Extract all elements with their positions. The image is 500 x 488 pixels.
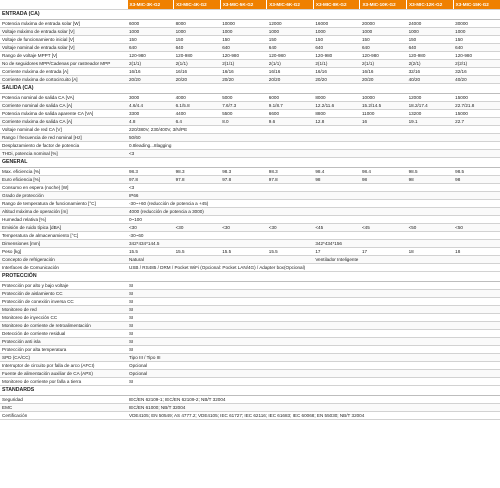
spec-row (0, 28, 500, 36)
spec-value: 1000 (267, 28, 314, 36)
spec-value: 98.3 (127, 168, 174, 176)
spec-row (0, 134, 500, 142)
spec-value: 1000 (453, 28, 500, 36)
spec-row (0, 338, 500, 346)
spec-value: 98 (360, 176, 407, 184)
spec-value: <45 (313, 224, 360, 232)
spec-value: 640 (267, 44, 314, 52)
model-header: X3-MIC-3K-G2 (127, 0, 174, 10)
spec-value: 120-980 (453, 52, 500, 60)
spec-value: 150 (407, 36, 454, 44)
spec-value: 2(1/1) (174, 60, 221, 68)
spec-row (0, 370, 500, 378)
spec-value-span: IP66 (127, 192, 500, 200)
spec-value-group: Natural (127, 256, 313, 264)
spec-row (0, 322, 500, 330)
spec-value: 150 (360, 36, 407, 44)
spec-value: 120-980 (127, 52, 174, 60)
spec-label: Potencia máxima de entrada solar [W] (0, 20, 127, 28)
spec-row (0, 290, 500, 298)
spec-value: 6.1/5.8 (174, 102, 221, 110)
spec-value: 20/20 (174, 76, 221, 84)
spec-label: THDi, potencia nominal [%] (0, 150, 127, 158)
spec-label: SPD (CA/CC) (0, 354, 127, 362)
spec-row (0, 314, 500, 322)
spec-value: 16000 (313, 20, 360, 28)
spec-row (0, 208, 500, 216)
spec-row (0, 60, 500, 68)
spec-row (0, 256, 500, 264)
spec-value: 2(2/1) (407, 60, 454, 68)
spec-value: 120-980 (174, 52, 221, 60)
spec-value: 16/16 (174, 68, 221, 76)
spec-value: 3000 (127, 94, 174, 102)
spec-value: 40/20 (453, 76, 500, 84)
spec-value: 20/20 (360, 76, 407, 84)
spec-value: 1000 (220, 28, 267, 36)
model-header-row (0, 0, 500, 10)
spec-label: Corriente máxima de cortocircuito [A] (0, 76, 127, 84)
spec-value: 32/16 (453, 68, 500, 76)
spec-label: Protección de conexión inversa CC (0, 298, 127, 306)
spec-label: Emisión de ruido típica [dBA] (0, 224, 127, 232)
spec-value: 16/16 (313, 68, 360, 76)
spec-value: <30 (174, 224, 221, 232)
spec-value: 1000 (407, 28, 454, 36)
spec-value: 15.5 (267, 248, 314, 256)
spec-value: <30 (220, 224, 267, 232)
spec-label: No de seguidores MPP/Cadenas por rastreador MPP (0, 60, 127, 68)
spec-row (0, 94, 500, 102)
spec-label: Protección por alta temperatura (0, 346, 127, 354)
spec-label: Dimensiones [mm] (0, 240, 127, 248)
spec-value-span: SI (127, 322, 500, 330)
section-row (0, 84, 500, 94)
spec-value: 640 (174, 44, 221, 52)
spec-row (0, 110, 500, 118)
spec-label: Protección anti isla (0, 338, 127, 346)
spec-value: 8.0 (220, 118, 267, 126)
spec-row (0, 224, 500, 232)
spec-label: Fuente de alimentación auxiliar de CA (APS) (0, 370, 127, 378)
spec-row (0, 264, 500, 272)
spec-value: 9.1/8.7 (267, 102, 314, 110)
spec-value: 12.8 (313, 118, 360, 126)
spec-label: Grado de protección (0, 192, 127, 200)
spec-value: <30 (127, 224, 174, 232)
spec-label: Corriente nominal de salida CA [A] (0, 102, 127, 110)
spec-value: 32/16 (407, 68, 454, 76)
spec-label: Detección de corriente residual (0, 330, 127, 338)
spec-row (0, 330, 500, 338)
spec-row (0, 354, 500, 362)
spec-value: 1000 (313, 28, 360, 36)
spec-row (0, 142, 500, 150)
spec-label: Voltaje nominal de red CA [V] (0, 126, 127, 134)
model-header: X3-MIC-6K-G2 (267, 0, 314, 10)
spec-row (0, 282, 500, 290)
spec-value: 6000 (267, 94, 314, 102)
spec-value: 16/16 (360, 68, 407, 76)
spec-value: 7.6/7.3 (220, 102, 267, 110)
spec-label: Temperatura de almacenamiento [°C] (0, 232, 127, 240)
spec-label: Rango de temperatura de funcionamiento [°C] (0, 200, 127, 208)
spec-value: 16/16 (267, 68, 314, 76)
spec-row (0, 36, 500, 44)
spec-label: Voltaje de funcionamiento inicial [V] (0, 36, 127, 44)
spec-value-span: 50/60 (127, 134, 500, 142)
spec-value: 150 (267, 36, 314, 44)
spec-label: Potencia nominal de salida CA [VA] (0, 94, 127, 102)
spec-label: Concepto de refrigeración (0, 256, 127, 264)
spec-label: Euro eficiencia [%] (0, 176, 127, 184)
spec-value: 98 (407, 176, 454, 184)
spec-row (0, 52, 500, 60)
spec-row (0, 396, 500, 404)
spec-value: 20/20 (127, 76, 174, 84)
spec-value: 15.5 (174, 248, 221, 256)
spec-value: 640 (407, 44, 454, 52)
spec-label: Corriente máxima de entrada [A] (0, 68, 127, 76)
section-row (0, 10, 500, 20)
spec-value-span: 220/380V, 230/400V, 3/N/PE (127, 126, 500, 134)
spec-value: 13200 (407, 110, 454, 118)
spec-value-span: USB / RS485 / DRM / Pocket WiFi (Opcional: Pocket LAN/4G) / Adapter box(Opcional) (127, 264, 500, 272)
spec-row (0, 176, 500, 184)
spec-value: 12000 (407, 94, 454, 102)
spec-value-span: 0.8leading...8lagging (127, 142, 500, 150)
spec-value: 150 (127, 36, 174, 44)
spec-value: 640 (127, 44, 174, 52)
spec-label: Monitoreo de inyección CC (0, 314, 127, 322)
spec-value: 6600 (267, 110, 314, 118)
spec-value: 8000 (174, 20, 221, 28)
spec-value: 15.2/14.5 (360, 102, 407, 110)
spec-label: Altitud máxima de operación [m] (0, 208, 127, 216)
spec-row (0, 248, 500, 256)
spec-value: 120-980 (220, 52, 267, 60)
spec-value-span: <3 (127, 150, 500, 158)
spec-value: 98.4 (313, 168, 360, 176)
spec-value-span: IEC/EN 62109-1; IEC/EN 62109-2; NB/T 32004 (127, 396, 500, 404)
spec-value: 5500 (220, 110, 267, 118)
spec-value: 40/20 (407, 76, 454, 84)
spec-value: 8800 (313, 110, 360, 118)
spec-value: 98.4 (360, 168, 407, 176)
spec-value-span: SI (127, 290, 500, 298)
spec-value: 18 (407, 248, 454, 256)
spec-value-span: -30~60 (127, 232, 500, 240)
spec-row (0, 346, 500, 354)
model-header: X3-MIC-8K-G2 (313, 0, 360, 10)
spec-value: 120-980 (313, 52, 360, 60)
spec-value-span: Tipo III / Tipo III (127, 354, 500, 362)
spec-value: 98 (313, 176, 360, 184)
spec-value-span: SI (127, 298, 500, 306)
spec-value: 10000 (360, 94, 407, 102)
spec-value: 4.6/4.4 (127, 102, 174, 110)
section-row (0, 158, 500, 168)
spec-value: 150 (453, 36, 500, 44)
spec-row (0, 240, 500, 248)
spec-value: 12000 (267, 20, 314, 28)
spec-value: 6000 (127, 20, 174, 28)
spec-value: 4000 (174, 94, 221, 102)
spec-value: 150 (313, 36, 360, 44)
spec-value: 17 (360, 248, 407, 256)
spec-label: Max. eficiencia [%] (0, 168, 127, 176)
model-header: X3-MIC-4K-G2 (174, 0, 221, 10)
spec-value: <30 (267, 224, 314, 232)
spec-value: 8000 (313, 94, 360, 102)
spec-row (0, 44, 500, 52)
spec-value: 98.3 (174, 168, 221, 176)
spec-value: 2(1/1) (313, 60, 360, 68)
spec-label: Protección por alto y bajo voltaje (0, 282, 127, 290)
spec-value: 97.8 (267, 176, 314, 184)
spec-row (0, 298, 500, 306)
spec-label: Desplazamiento de factor de potencia (0, 142, 127, 150)
spec-row (0, 76, 500, 84)
spec-label: Protección de aislamiento CC (0, 290, 127, 298)
spec-value-span: SI (127, 306, 500, 314)
spec-value: 98.3 (267, 168, 314, 176)
spec-value: 97.8 (127, 176, 174, 184)
spec-value: 98.5 (453, 168, 500, 176)
spec-row (0, 216, 500, 224)
spec-value-span: Opcional (127, 362, 500, 370)
spec-value: 2(1/1) (267, 60, 314, 68)
section-row (0, 386, 500, 396)
section-title: PROTECCIÓN (0, 272, 500, 282)
spec-value: 97.8 (220, 176, 267, 184)
spec-label: Rango / frecuencia de red nominal [Hz] (0, 134, 127, 142)
model-header: X3-MIC-5K-G2 (220, 0, 267, 10)
spec-label: Corriente máxima de salida CA [A] (0, 118, 127, 126)
spec-row (0, 184, 500, 192)
section-title: SALIDA (CA) (0, 84, 500, 94)
spec-value: 2(2/1) (453, 60, 500, 68)
spec-value-group: 342*434*144.5 (127, 240, 313, 248)
spec-value-span: Opcional (127, 370, 500, 378)
spec-value: 11000 (360, 110, 407, 118)
spec-value: 15000 (453, 94, 500, 102)
spec-value: 17 (313, 248, 360, 256)
spec-label: Monitoreo de corriente de retroalimentación (0, 322, 127, 330)
spec-value: <45 (360, 224, 407, 232)
spec-value: 19.1 (407, 118, 454, 126)
spec-label: Interfaces de Comunicación (0, 264, 127, 272)
model-header: X3-MIC-12K-G2 (407, 0, 454, 10)
spec-label: Rango de voltaje MPPT [V] (0, 52, 127, 60)
spec-value: 9.6 (267, 118, 314, 126)
spec-value: 20000 (360, 20, 407, 28)
spec-value: 4.8 (127, 118, 174, 126)
spec-row (0, 192, 500, 200)
spec-value-span: SI (127, 346, 500, 354)
spec-value: 98.3 (220, 168, 267, 176)
spec-value: 1000 (127, 28, 174, 36)
spec-value: 16/16 (220, 68, 267, 76)
spec-value: 640 (453, 44, 500, 52)
spec-row (0, 378, 500, 386)
spec-value-span: 4000 (reducción de potencia a 3000) (127, 208, 500, 216)
spec-value: 4400 (174, 110, 221, 118)
spec-row (0, 200, 500, 208)
spec-label: Seguridad (0, 396, 127, 404)
spec-value: 640 (360, 44, 407, 52)
spec-value-span: VDE4105; EN 50549; AS 4777.2; VDE4105; IEC 61727; IEC 62116; IEC 61683; IEC 60068; EN 55030; NB/T 32004 (127, 412, 500, 420)
spec-value: 15.5 (127, 248, 174, 256)
spec-value: 2(1/1) (127, 60, 174, 68)
spec-value: 18 (453, 248, 500, 256)
spec-label: Monitoreo de corriente por falla a tierra (0, 378, 127, 386)
spec-row (0, 68, 500, 76)
spec-value-span: IEC/EN 61000; NB/T 32004 (127, 404, 500, 412)
spec-row (0, 362, 500, 370)
spec-label: Interruptor de circuito por falla de arco (AFCI) (0, 362, 127, 370)
spec-value-span: SI (127, 338, 500, 346)
spec-value: 30000 (453, 20, 500, 28)
spec-value-span: 0~100 (127, 216, 500, 224)
model-header: X3-MIC-15K-G2 (453, 0, 500, 10)
spec-row (0, 232, 500, 240)
spec-row (0, 168, 500, 176)
spec-value: 150 (220, 36, 267, 44)
spec-label: Certificación (0, 412, 127, 420)
spec-row (0, 412, 500, 420)
spec-value: <50 (453, 224, 500, 232)
spec-value: 12.2/11.6 (313, 102, 360, 110)
spec-label: Humedad relativa [%] (0, 216, 127, 224)
section-title: STANDARDS (0, 386, 500, 396)
spec-row (0, 102, 500, 110)
spec-value: 640 (313, 44, 360, 52)
spec-value-span: SI (127, 378, 500, 386)
spec-value-span: SI (127, 314, 500, 322)
spec-value: 3300 (127, 110, 174, 118)
spec-row (0, 20, 500, 28)
spec-row (0, 118, 500, 126)
spec-value: 10000 (220, 20, 267, 28)
spec-value-span: -30~+60 (reducción de potencia a +45) (127, 200, 500, 208)
spec-value: 16 (360, 118, 407, 126)
spec-label: Consumo en espera (noche) [W] (0, 184, 127, 192)
spec-label: Potencia máxima de salida aparente CA [VA] (0, 110, 127, 118)
spec-value: 2(1/1) (220, 60, 267, 68)
spec-value: 15000 (453, 110, 500, 118)
header-blank-cell (0, 0, 127, 10)
spec-value: 120-980 (407, 52, 454, 60)
spec-row (0, 126, 500, 134)
spec-value-span: <3 (127, 184, 500, 192)
section-title: ENTRADA (CA) (0, 10, 500, 20)
spec-value: 97.8 (174, 176, 221, 184)
spec-value: 98 (453, 176, 500, 184)
spec-value: 120-980 (267, 52, 314, 60)
spec-value: 2(1/1) (360, 60, 407, 68)
spec-value: 24000 (407, 20, 454, 28)
spec-value: 22.7/21.8 (453, 102, 500, 110)
spec-value: 5000 (220, 94, 267, 102)
model-header: X3-MIC-10K-G2 (360, 0, 407, 10)
spec-row (0, 404, 500, 412)
spec-value: 150 (174, 36, 221, 44)
spec-value-span: SI (127, 282, 500, 290)
spec-value-span: SI (127, 330, 500, 338)
spec-label: Monitoreo de red (0, 306, 127, 314)
section-title: GENERAL (0, 158, 500, 168)
spec-label: Voltaje máximo de entrada solar [V] (0, 28, 127, 36)
spec-label: Voltaje nominal de entrada solar [V] (0, 44, 127, 52)
spec-value: 1000 (360, 28, 407, 36)
spec-value: 640 (220, 44, 267, 52)
spec-value-group: Ventilador Inteligente (313, 256, 500, 264)
spec-value: 16/16 (127, 68, 174, 76)
spec-value: 20/20 (267, 76, 314, 84)
spec-value-group: 342*434*156 (313, 240, 500, 248)
spec-value: 22.7 (453, 118, 500, 126)
spec-value: 20/20 (313, 76, 360, 84)
spec-value: <50 (407, 224, 454, 232)
spec-value: 1000 (174, 28, 221, 36)
spec-row (0, 306, 500, 314)
spec-label: Peso [kg] (0, 248, 127, 256)
spec-label: EMC (0, 404, 127, 412)
spec-row (0, 150, 500, 158)
spec-value: 98.5 (407, 168, 454, 176)
section-row (0, 272, 500, 282)
spec-value: 18.2/17.4 (407, 102, 454, 110)
spec-value: 120-980 (360, 52, 407, 60)
spec-value: 6.4 (174, 118, 221, 126)
spec-value: 15.5 (220, 248, 267, 256)
spec-body (0, 10, 500, 420)
spec-value: 20/20 (220, 76, 267, 84)
